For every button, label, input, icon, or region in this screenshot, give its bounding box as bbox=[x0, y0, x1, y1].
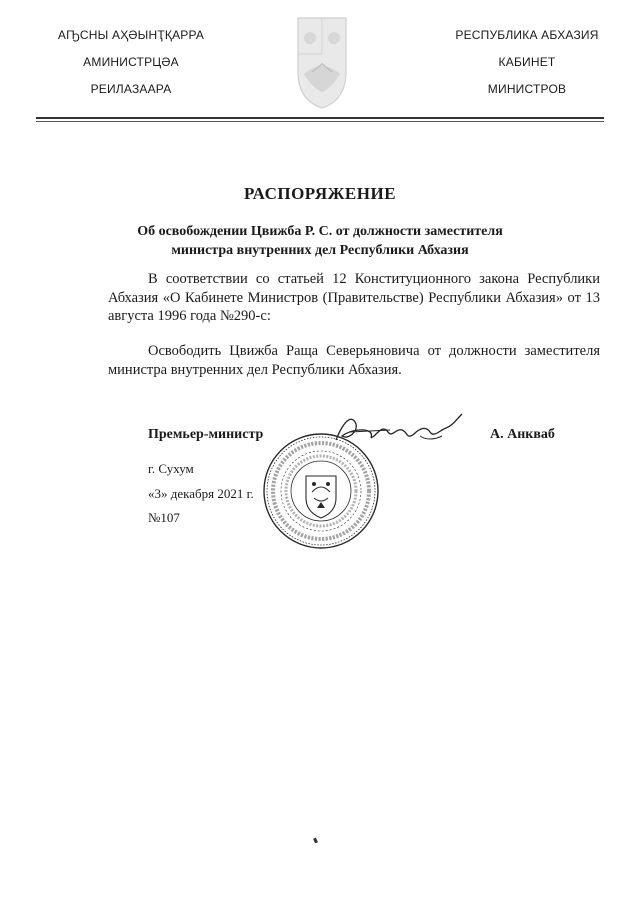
body-paragraph-1: В соответствии со статьей 12 Конституционного закона Республики Абхазия «О Кабинете Министров (Правительстве) Республики Абхазия» от 13 августа 1996 года №290-с: bbox=[108, 271, 600, 324]
header-right-block bbox=[432, 22, 622, 103]
signatory-position: Премьер-министр bbox=[148, 427, 264, 442]
signatory-name: А. Анкваб bbox=[490, 427, 555, 442]
header-right-line-2: КАБИНЕТ bbox=[498, 55, 556, 69]
coat-of-arms-emblem-icon bbox=[294, 14, 350, 110]
header-left-line-1: АҦСНЫ АҲӘЫНҬҚАРРА bbox=[57, 28, 205, 42]
official-seal-icon bbox=[262, 432, 380, 550]
document-title: РАСПОРЯЖЕНИЕ bbox=[243, 184, 397, 203]
header-left-block bbox=[36, 22, 226, 103]
header-left-line-2: АМИНИСТРЦӘА bbox=[83, 55, 179, 69]
header-divider-thin bbox=[36, 121, 604, 122]
subject-line-1: Об освобождении Цвижба Р. С. от должности заместителя bbox=[137, 224, 503, 239]
document-city: г. Сухум bbox=[148, 461, 194, 476]
document-date: «3» декабря 2021 г. bbox=[148, 486, 254, 501]
document-subject bbox=[110, 222, 530, 260]
header-left-line-3: РЕИЛАЗААРА bbox=[90, 82, 172, 96]
stray-mark bbox=[313, 838, 318, 844]
subject-line-2: министра внутренних дел Республики Абхазия bbox=[171, 243, 469, 258]
header-right-line-1: РЕСПУБЛИКА АБХАЗИЯ bbox=[455, 28, 599, 42]
header-right-line-3: МИНИСТРОВ bbox=[487, 82, 567, 96]
document-number: №107 bbox=[148, 510, 180, 525]
header-divider-thick bbox=[36, 117, 604, 119]
body-paragraph-2: Освободить Цвижба Раща Северьяновича от должности заместителя министра внутренних дел Республики Абхазия. bbox=[108, 343, 600, 378]
